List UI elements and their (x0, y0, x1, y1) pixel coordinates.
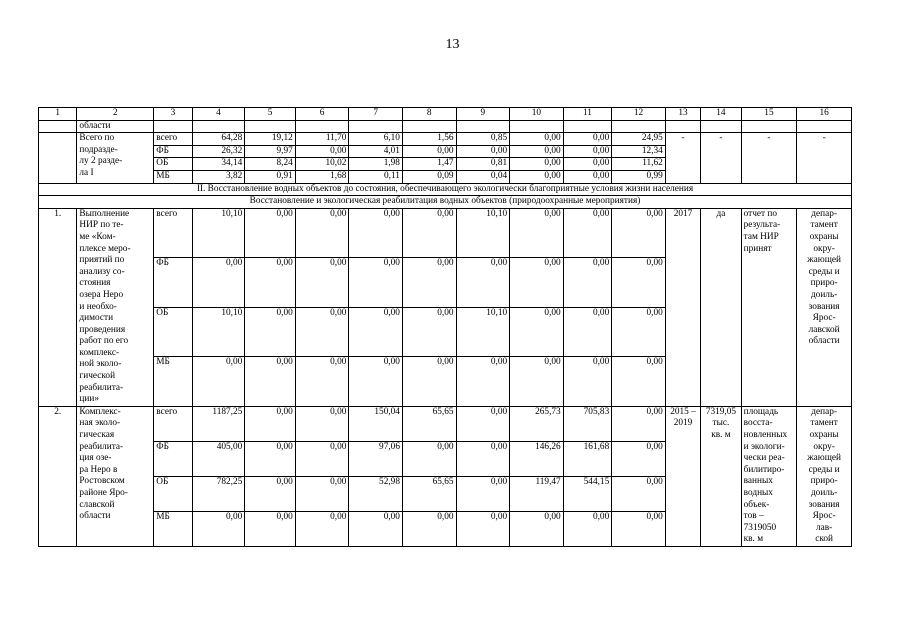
amount-cell: 0,00 (245, 476, 296, 511)
indicator-value (701, 208, 741, 406)
amount-cell: 0,00 (349, 208, 403, 258)
cell-empty (402, 120, 456, 133)
amount-cell: 4,01 (349, 145, 403, 158)
item-name (77, 133, 154, 183)
amount-cell: 0,00 (510, 511, 564, 546)
cell-line: подразде- (79, 144, 118, 155)
years-cell (665, 406, 700, 546)
amount-cell: 8,24 (245, 158, 296, 171)
cell-line: приро- (810, 476, 838, 487)
cell-line: и экологи- (743, 441, 785, 452)
cell-c14: - (701, 133, 741, 183)
item-number (39, 133, 77, 183)
amount-cell: 0,00 (245, 307, 296, 357)
header-cell: 5 (245, 108, 296, 121)
amount-cell: 0,00 (295, 307, 349, 357)
amount-cell: 1187,25 (192, 406, 245, 441)
amount-cell: 6,10 (349, 133, 403, 146)
amount-cell: 146,26 (510, 441, 564, 476)
amount-cell: 34,14 (192, 158, 245, 171)
amount-cell: 705,83 (563, 406, 612, 441)
amount-cell: 0,00 (612, 208, 666, 258)
amount-cell: 0,00 (245, 357, 296, 407)
amount-cell: 10,10 (456, 307, 510, 357)
cell-line: площадь (743, 406, 779, 417)
result-cell (741, 406, 797, 546)
amount-cell: 0,00 (402, 357, 456, 407)
cell-line: да (716, 208, 726, 219)
cell-c13: - (665, 133, 700, 183)
amount-cell: 544,15 (563, 476, 612, 511)
cell-c15: - (741, 133, 797, 183)
header-cell: 8 (402, 108, 456, 121)
cell-c16: - (797, 133, 852, 183)
cell-line: доиль- (810, 488, 838, 498)
executor-cell (797, 406, 852, 546)
funding-source: МБ (154, 357, 192, 407)
header-cell: 14 (701, 108, 741, 121)
amount-cell: 0,00 (510, 357, 564, 407)
amount-cell: 0,00 (245, 441, 296, 476)
cell-line: доиль- (810, 289, 838, 300)
amount-cell: 0,00 (510, 307, 564, 357)
header-row (39, 108, 852, 121)
amount-cell: 161,68 (563, 441, 612, 476)
amount-cell: 0,00 (245, 258, 296, 308)
amount-cell: 0,00 (245, 406, 296, 441)
cell-line: 7319,05 (705, 406, 737, 417)
cell-line: среды и (808, 266, 840, 277)
amount-cell: 0,00 (192, 357, 245, 407)
amount-cell: 0,00 (402, 145, 456, 158)
amount-cell: 24,95 (612, 133, 666, 146)
cell-line: комплекс- (79, 347, 120, 358)
amount-cell: 0,00 (563, 208, 612, 258)
amount-cell: 9,97 (245, 145, 296, 158)
amount-cell: 0,00 (295, 208, 349, 258)
item-row (39, 208, 852, 258)
cell-line: ции» (79, 394, 99, 405)
amount-cell: 0,00 (349, 258, 403, 308)
cell-line: димости (79, 313, 114, 324)
amount-cell: 0,85 (456, 133, 510, 146)
cell-line: ция озе- (79, 453, 112, 464)
cell-line: ра Неро в (79, 464, 118, 475)
cell-empty (192, 120, 245, 133)
cell-line: и необхо- (79, 301, 117, 312)
amount-cell: 10,10 (192, 307, 245, 357)
amount-cell: 0,00 (402, 307, 456, 357)
cell-empty (154, 120, 192, 133)
amount-cell: 0,00 (510, 170, 564, 183)
cell-line: озера Неро (79, 289, 124, 300)
amount-cell: 0,00 (295, 476, 349, 511)
header-cell: 12 (612, 108, 666, 121)
cell-line: депар- (811, 208, 837, 219)
header-cell: 1 (39, 108, 77, 121)
cell-line: гическая (79, 430, 115, 441)
indicator-value (701, 406, 741, 546)
cell-line: реабилита- (79, 441, 124, 452)
cell-line: НИР по те- (79, 220, 124, 231)
cell-empty (741, 120, 797, 133)
amount-cell: 0,00 (295, 441, 349, 476)
cell-line: Комплекс- (79, 406, 121, 417)
cell-empty (349, 120, 403, 133)
cell-line: области (808, 336, 840, 347)
amount-cell: 0,00 (456, 441, 510, 476)
funding-source: ОБ (154, 158, 192, 171)
cell-line: отчет по (743, 208, 778, 219)
cell-empty (665, 120, 700, 133)
cell-line: тамент (810, 418, 838, 429)
cell-line: анализу со- (79, 266, 125, 277)
cell-line: Всего по (79, 133, 115, 144)
cell-line: результа- (743, 220, 781, 231)
amount-cell: 10,02 (295, 158, 349, 171)
amount-cell: 150,04 (349, 406, 403, 441)
cell-line: приятий по (79, 255, 125, 266)
header-cell: 10 (510, 108, 564, 121)
continuation-row (39, 120, 852, 133)
amount-cell: 0,00 (402, 208, 456, 258)
amount-cell: 405,00 (192, 441, 245, 476)
amount-cell: 0,00 (349, 357, 403, 407)
item-row (39, 406, 852, 441)
header-cell: 16 (797, 108, 852, 121)
cell-line: тов – (743, 511, 764, 522)
page-number: 13 (445, 37, 460, 52)
amount-cell: 0,00 (510, 158, 564, 171)
header-cell: 11 (563, 108, 612, 121)
amount-cell: 0,00 (456, 258, 510, 308)
cell-line: окру- (813, 243, 835, 254)
item-name (77, 208, 154, 406)
amount-cell: 26,32 (192, 145, 245, 158)
cell-line: приро- (810, 278, 838, 289)
header-cell: 13 (665, 108, 700, 121)
cell-line: 2015 – (670, 406, 696, 417)
amount-cell: 0,99 (612, 170, 666, 183)
amount-cell: 52,98 (349, 476, 403, 511)
amount-cell: 0,00 (510, 208, 564, 258)
amount-cell: 782,25 (192, 476, 245, 511)
amount-cell: 0,09 (402, 170, 456, 183)
amount-cell: 0,00 (612, 441, 666, 476)
cell-line: жающей (807, 255, 841, 266)
cell-line: 7319050 (743, 522, 777, 533)
funding-source: ОБ (154, 476, 192, 511)
cell-line: плексе меро- (79, 243, 131, 254)
cell-line: Ярос- (812, 511, 836, 522)
funding-source: ФБ (154, 145, 192, 158)
amount-cell: 1,68 (295, 170, 349, 183)
amount-cell: 0,00 (245, 208, 296, 258)
amount-cell: 11,70 (295, 133, 349, 146)
cell-line: славской (79, 499, 115, 510)
cell-line: Выполнение (79, 208, 130, 219)
cell-empty (701, 120, 741, 133)
amount-cell: 0,00 (612, 258, 666, 308)
amount-cell: 0,00 (295, 406, 349, 441)
amount-cell: 0,00 (563, 511, 612, 546)
cell-line: тыс. (712, 418, 730, 429)
cell-line: среды и (808, 464, 840, 475)
header-cell: 4 (192, 108, 245, 121)
amount-cell: 0,00 (349, 307, 403, 357)
amount-cell: 0,00 (563, 145, 612, 158)
amount-cell: 0,00 (456, 511, 510, 546)
amount-cell: 0,00 (295, 357, 349, 407)
cell-line: реабилита- (79, 382, 124, 393)
cell-line: водных (743, 488, 773, 498)
cell-line: чески реа- (743, 453, 785, 464)
cell-line: кв. м (743, 534, 764, 545)
amount-cell: 0,00 (402, 258, 456, 308)
amount-cell: 19,12 (245, 133, 296, 146)
cell-empty (612, 120, 666, 133)
amount-cell: 0,00 (563, 133, 612, 146)
cell-line: ной эколо- (79, 359, 122, 370)
amount-cell: 0,00 (295, 145, 349, 158)
item-name (77, 406, 154, 546)
cell-line: восста- (743, 418, 773, 429)
amount-cell: 0,00 (563, 170, 612, 183)
amount-cell: 0,00 (192, 258, 245, 308)
header-cell: 9 (456, 108, 510, 121)
cell-line: Ростовском (79, 476, 125, 487)
amount-cell: 97,06 (349, 441, 403, 476)
amount-cell: 0,00 (510, 145, 564, 158)
executor-cell (797, 208, 852, 406)
cell-line: Ярос- (812, 313, 836, 324)
amount-cell: 3,82 (192, 170, 245, 183)
amount-cell: 0,00 (563, 357, 612, 407)
amount-cell: 0,00 (192, 511, 245, 546)
item-number: 1. (39, 208, 77, 406)
cell-line: гической (79, 371, 116, 382)
amount-cell: 0,00 (510, 133, 564, 146)
cell-line: охраны (809, 430, 839, 441)
funding-source: всего (154, 406, 192, 441)
cell-empty (295, 120, 349, 133)
amount-cell: 0,00 (402, 441, 456, 476)
amount-cell: 0,00 (295, 511, 349, 546)
years-cell (665, 208, 700, 406)
amount-cell: 12,34 (612, 145, 666, 158)
cell-line: лавской (808, 324, 840, 335)
amount-cell: 0,00 (563, 307, 612, 357)
item-number: 2. (39, 406, 77, 546)
cell-line: ме «Ком- (79, 231, 116, 242)
cell-line: билитиро- (743, 464, 785, 475)
cell-line: кв. м (711, 430, 731, 441)
cell-line: зования (808, 499, 840, 510)
cell-line: стояния (79, 278, 111, 289)
cell-line: районе Яро- (79, 488, 128, 498)
cell-empty (39, 120, 77, 133)
amount-cell: 0,00 (510, 258, 564, 308)
subsection-row (39, 196, 852, 209)
amount-cell: 0,91 (245, 170, 296, 183)
amount-cell: 0,00 (349, 511, 403, 546)
amount-cell: 1,56 (402, 133, 456, 146)
amount-cell: 0,00 (612, 511, 666, 546)
subsection-title: Восстановление и экологическая реабилитация водных объектов (природоохранные мероприятия) (39, 196, 852, 209)
amount-cell: 0,00 (612, 406, 666, 441)
funding-source: ФБ (154, 441, 192, 476)
section-row (39, 183, 852, 196)
cell-line: охраны (809, 231, 839, 242)
amount-cell: 0,04 (456, 170, 510, 183)
amount-cell: 0,00 (456, 406, 510, 441)
amount-cell: 10,10 (456, 208, 510, 258)
amount-cell: 0,00 (612, 476, 666, 511)
cell-line: принят (743, 243, 772, 254)
header-cell: 6 (295, 108, 349, 121)
funding-source: МБ (154, 170, 192, 183)
amount-cell: 11,62 (612, 158, 666, 171)
amount-cell: 65,65 (402, 476, 456, 511)
header-cell: 3 (154, 108, 192, 121)
amount-cell: 0,00 (612, 307, 666, 357)
amount-cell: 1,47 (402, 158, 456, 171)
funding-source: ФБ (154, 258, 192, 308)
cell-line: лав- (815, 522, 833, 533)
funding-source: всего (154, 133, 192, 146)
cell-empty (797, 120, 852, 133)
amount-cell: 0,00 (295, 258, 349, 308)
budget-table (38, 107, 852, 547)
amount-cell: 10,10 (192, 208, 245, 258)
amount-cell: 0,11 (349, 170, 403, 183)
amount-cell: 0,00 (456, 476, 510, 511)
amount-cell: 0,00 (563, 158, 612, 171)
amount-cell: 0,00 (456, 357, 510, 407)
cell-line: лу 2 разде- (79, 156, 123, 167)
cell-line: ской (815, 534, 834, 545)
cell-line: ла I (79, 167, 94, 178)
cell-line: области (79, 511, 111, 522)
amount-cell: 64,28 (192, 133, 245, 146)
cell-line: проведения (79, 324, 126, 335)
header-cell: 7 (349, 108, 403, 121)
cell-empty (245, 120, 296, 133)
cell-empty (510, 120, 564, 133)
amount-cell: 0,00 (456, 145, 510, 158)
header-cell: 2 (77, 108, 154, 121)
cell-line: окру- (813, 441, 835, 452)
cell-line: жающей (807, 453, 841, 464)
amount-cell: 1,98 (349, 158, 403, 171)
cell-line: 2019 (673, 418, 693, 429)
cell-line: тамент (810, 220, 838, 231)
header-cell: 15 (741, 108, 797, 121)
cont-label: области (77, 120, 154, 133)
funding-source: МБ (154, 511, 192, 546)
funding-source: ОБ (154, 307, 192, 357)
amount-cell: 0,00 (402, 511, 456, 546)
cell-line: новленных (743, 430, 788, 441)
cell-line: объек- (743, 499, 770, 510)
cell-empty (456, 120, 510, 133)
cell-line: зования (808, 301, 840, 312)
cell-line: ванных (743, 476, 773, 487)
cell-line: работ по его (79, 336, 129, 347)
cell-line: ная эколо- (79, 418, 121, 429)
cell-line: 2017 (673, 208, 693, 219)
cell-empty (563, 120, 612, 133)
subtotal-row (39, 133, 852, 146)
cell-line: депар- (811, 406, 837, 417)
amount-cell: 0,81 (456, 158, 510, 171)
cell-line: там НИР (743, 231, 779, 242)
amount-cell: 0,00 (245, 511, 296, 546)
amount-cell: 0,00 (612, 357, 666, 407)
amount-cell: 65,65 (402, 406, 456, 441)
amount-cell: 0,00 (563, 258, 612, 308)
amount-cell: 119,47 (510, 476, 564, 511)
amount-cell: 265,73 (510, 406, 564, 441)
result-cell (741, 208, 797, 406)
section-title: II. Восстановление водных объектов до состояния, обеспечивающего экологически благоприятные условия жизни населения (39, 183, 852, 196)
funding-source: всего (154, 208, 192, 258)
